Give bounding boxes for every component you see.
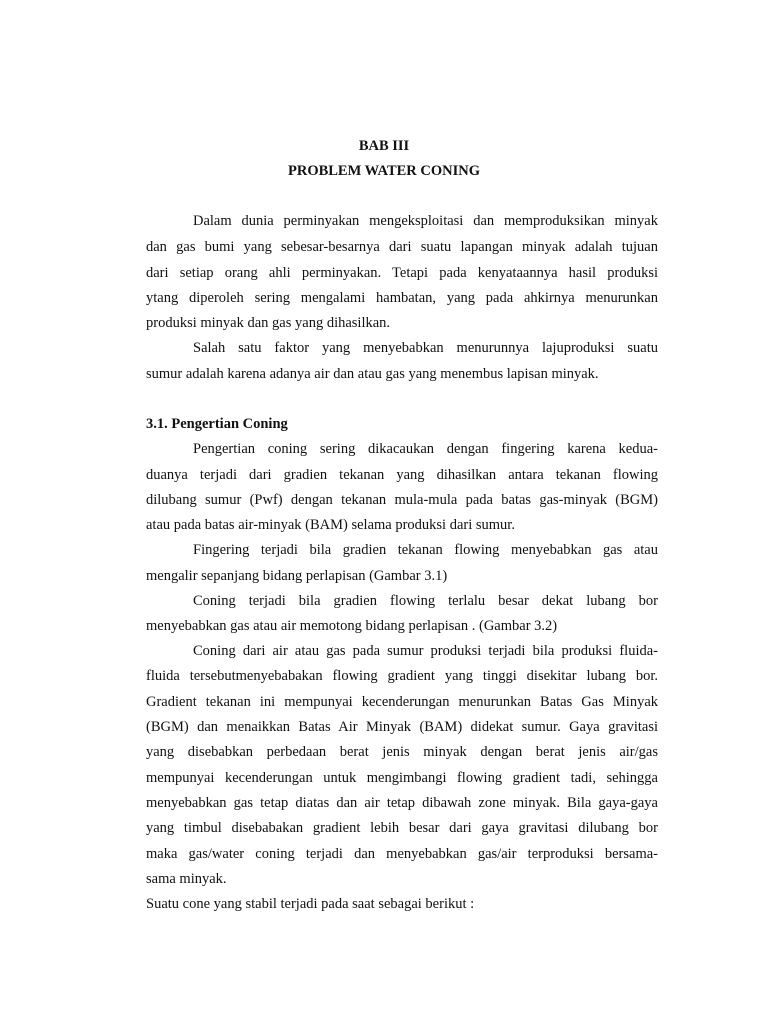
paragraph-line: dilubang sumur (Pwf) dengan tekanan mula-mula pada batas gas-minyak (BGM) (146, 492, 658, 508)
chapter-number: BAB III (358, 138, 410, 154)
paragraph-line: ytang diperoleh sering mengalami hambatan, yang pada ahkirnya menurunkan (146, 290, 658, 306)
paragraph-line: Pengertian coning sering dikacaukan dengan fingering karena kedua- (193, 441, 658, 457)
paragraph-line: sama minyak. (146, 871, 227, 887)
paragraph-line: yang timbul disebabakan gradient lebih besar dari gaya gravitasi dilubang bor (146, 820, 658, 836)
paragraph-line: dari setiap orang ahli perminyakan. Tetapi pada kenyataannya hasil produksi (146, 265, 658, 281)
paragraph-line: duanya terjadi dari gradien tekanan yang dihasilkan antara tekanan flowing (146, 467, 658, 483)
paragraph-line: Gradient tekanan ini mempunyai kecenderungan menurunkan Batas Gas Minyak (146, 694, 658, 710)
paragraph-line: menyebabkan gas tetap diatas dan air tetap dibawah zone minyak. Bila gaya-gaya (146, 795, 658, 811)
paragraph-line: yang disebabkan perbedaan berat jenis minyak dengan berat jenis air/gas (146, 744, 658, 760)
paragraph-line: produksi minyak dan gas yang dihasilkan. (146, 315, 391, 331)
paragraph-line: Coning dari air atau gas pada sumur produksi terjadi bila produksi fluida- (193, 643, 658, 659)
paragraph-line: fluida tersebutmenyebabakan flowing gradient yang tinggi disekitar lubang bor. (146, 668, 658, 684)
paragraph-line: menyebabkan gas atau air memotong bidang perlapisan . (Gambar 3.2) (146, 618, 558, 634)
paragraph-line: mempunyai kecenderungan untuk mengimbangi flowing gradient tadi, sehingga (146, 770, 658, 786)
paragraph-line: sumur adalah karena adanya air dan atau gas yang menembus lapisan minyak. (146, 366, 599, 382)
paragraph-line: mengalir sepanjang bidang perlapisan (Gambar 3.1) (146, 568, 448, 584)
paragraph-line: atau pada batas air-minyak (BAM) selama produksi dari sumur. (146, 517, 515, 533)
section-heading: 3.1. Pengertian Coning (146, 416, 288, 432)
paragraph-line: maka gas/water coning terjadi dan menyebabkan gas/air terproduksi bersama- (146, 846, 658, 862)
paragraph-line: (BGM) dan menaikkan Batas Air Minyak (BAM) didekat sumur. Gaya gravitasi (146, 719, 658, 735)
paragraph-line: Coning terjadi bila gradien flowing terlalu besar dekat lubang bor (193, 593, 658, 609)
paragraph-line: Dalam dunia perminyakan mengeksploitasi dan memproduksikan minyak (193, 213, 658, 229)
paragraph-line: Fingering terjadi bila gradien tekanan flowing menyebabkan gas atau (193, 542, 658, 558)
paragraph-line: dan gas bumi yang sebesar-besarnya dari suatu lapangan minyak adalah tujuan (146, 239, 658, 255)
chapter-title: PROBLEM WATER CONING (287, 163, 480, 179)
closing-line: Suatu cone yang stabil terjadi pada saat sebagai berikut : (146, 896, 475, 912)
paragraph-line: Salah satu faktor yang menyebabkan menurunnya lajuproduksi suatu (193, 340, 658, 356)
